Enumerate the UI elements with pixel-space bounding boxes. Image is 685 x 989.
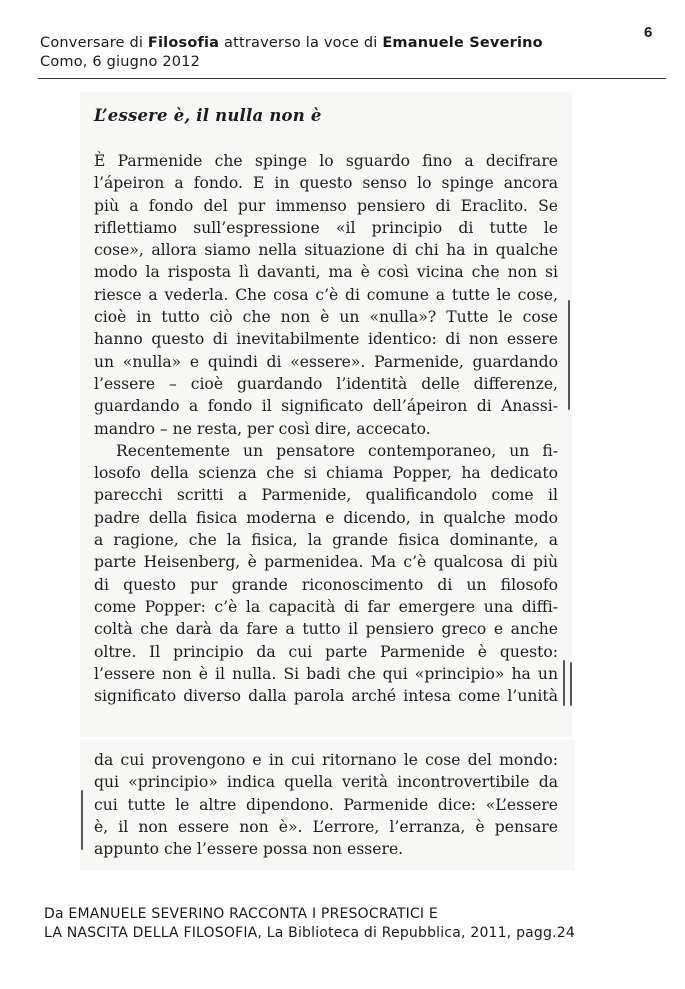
text-line: significato diverso dalla parola arché intesa come l’unità: [94, 687, 558, 706]
text-line: cioè in tutto ciò che non è un «nulla»? Tutte le cose: [94, 308, 558, 327]
paragraph-1: [94, 150, 558, 707]
text-line: modo la risposta lì davanti, ma è così vicina che non si: [94, 263, 558, 282]
paragraph-continuation: [94, 749, 558, 860]
scanned-book-excerpt: [80, 92, 572, 737]
header-title-line: [40, 34, 543, 53]
text-line: losofo della scienza che si chiama Popper, ha dedicato: [94, 464, 558, 483]
citation-line-2: LA NASCITA DELLA FILOSOFIA, La Biblioteca di Repubblica, 2011, pagg.24: [44, 925, 575, 941]
text-line: cose», allora siamo nella situazione di chi ha in qualche: [94, 241, 558, 260]
text-line: riesce a vederla. Che cosa c’è di comune a tutte le cose,: [94, 285, 558, 304]
source-citation: [44, 905, 575, 943]
text-line: padre della fisica moderna e dicendo, in qualche modo: [94, 508, 558, 527]
text-line: mandro – ne resta, per così dire, accecato.: [94, 419, 431, 438]
page-number: 6: [644, 24, 653, 41]
header-divider: [38, 78, 666, 79]
margin-mark: [563, 660, 565, 706]
header-middle: attraverso la voce di: [219, 35, 383, 51]
text-line: come Popper: c’è la capacità di far emergere una diffi-: [94, 597, 558, 616]
text-line: l’essere – cioè guardando l’identità delle differenze,: [94, 374, 558, 393]
text-line: l’essere non è il nulla. Si badi che qui «principio» ha un: [94, 664, 558, 683]
text-line: riflettiamo sull’espressione «il principio di tutte le: [94, 218, 558, 237]
margin-mark: [570, 662, 572, 706]
text-line: a ragione, che la fisica, la grande fisica dominante, a: [94, 531, 558, 550]
text-line: un «nulla» e quindi di «essere». Parmenide, guardando: [94, 352, 558, 371]
text-line: di questo pur grande riconoscimento di un filosofo: [94, 575, 558, 594]
text-line: guardando a fondo il significato dell’ápeiron di Anassi-: [94, 397, 558, 416]
text-line: cui tutte le altre dipendono. Parmenide dice: «L’essere: [94, 795, 558, 814]
text-line: oltre. Il principio da cui parte Parmenide è questo:: [94, 642, 558, 661]
section-title: L’essere è, il nulla non è: [94, 106, 322, 125]
header-speaker: Emanuele Severino: [382, 35, 543, 51]
citation-line-1: Da EMANUELE SEVERINO RACCONTA I PRESOCRATICI E: [44, 906, 438, 922]
text-line: l’ápeiron a fondo. E in questo senso lo spinge ancora: [94, 174, 558, 193]
text-line: parte Heisenberg, è parmenidea. Ma c’è qualcosa di più: [94, 553, 558, 572]
text-line: parecchi scritti a Parmenide, qualificandolo come il: [94, 486, 558, 505]
text-line: qui «principio» indica quella verità incontrovertibile da: [94, 773, 558, 792]
text-line: è, il non essere non è». L’errore, l’erranza, è pensare: [94, 817, 558, 836]
document-header: [40, 34, 543, 72]
text-line: hanno questo di inevitabilmente identico: di non essere: [94, 330, 558, 349]
scanned-book-continuation: [80, 740, 575, 870]
margin-mark: [568, 300, 570, 410]
header-prefix: Conversare di: [40, 35, 148, 51]
text-line: Recentemente un pensatore contemporaneo, un fi-: [116, 441, 558, 460]
margin-mark: [81, 790, 83, 850]
text-line: da cui provengono e in cui ritornano le cose del mondo:: [94, 751, 558, 769]
header-date: Como, 6 giugno 2012: [40, 54, 201, 70]
text-line: più a fondo del pur immenso pensiero di Eraclito. Se: [94, 196, 558, 215]
text-line: coltà che darà da fare a tutto il pensiero greco e anche: [94, 620, 558, 639]
header-subject: Filosofia: [147, 35, 220, 51]
text-line: È Parmenide che spinge lo sguardo fino a decifrare: [94, 152, 558, 170]
text-line: appunto che l’essere possa non essere.: [94, 840, 404, 859]
